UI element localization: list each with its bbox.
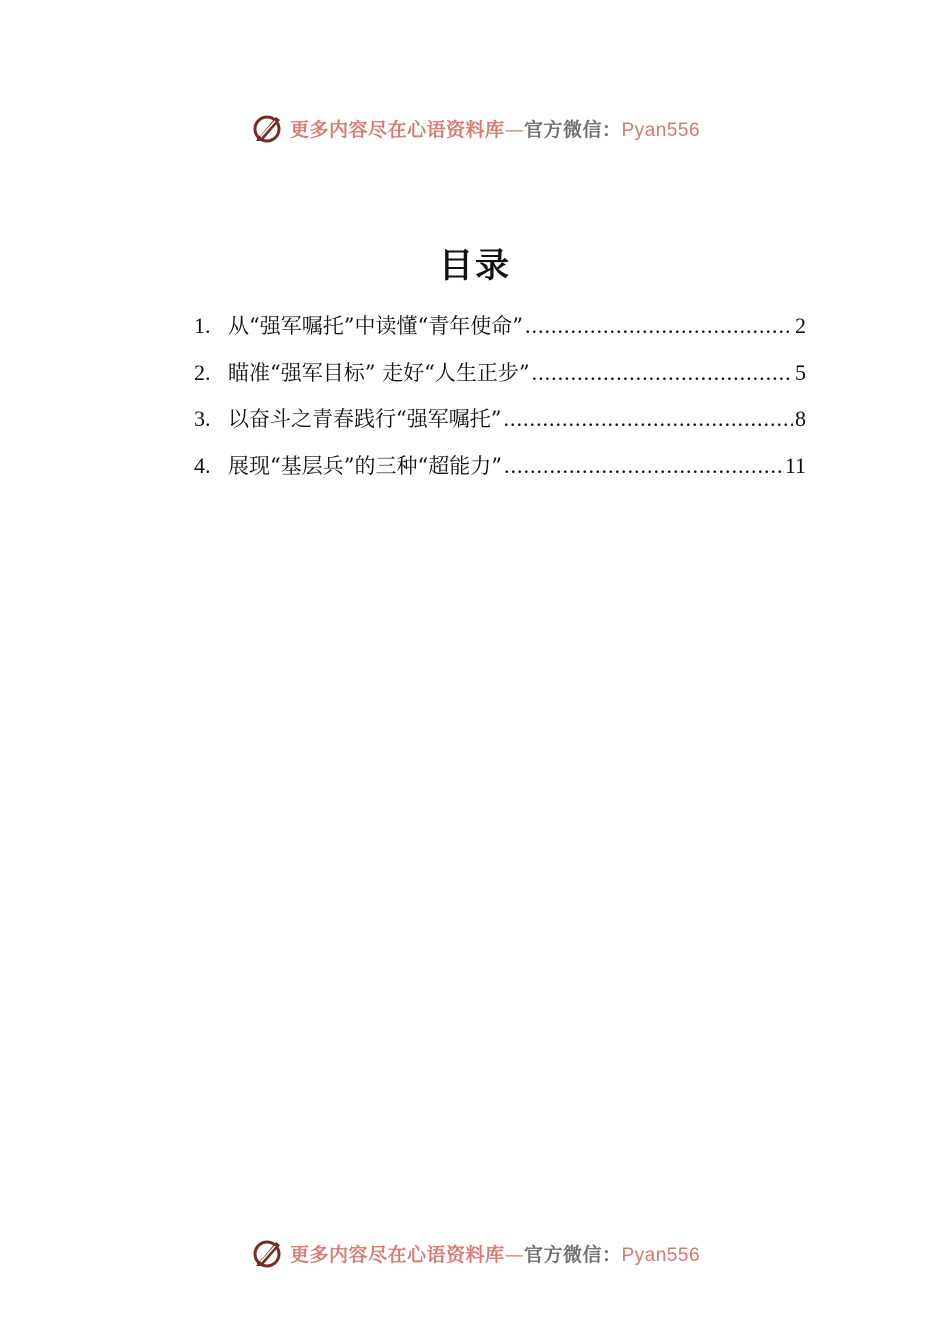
toc-leader-dots: [532, 355, 793, 391]
watermark-official-label: 官方微信：: [523, 1243, 622, 1266]
toc-item-3[interactable]: [194, 401, 806, 448]
toc-leader-dots: [503, 401, 793, 437]
toc-item-text: 以奋斗之青春践行“强军嘱托”: [228, 407, 502, 431]
watermark-separator: —: [504, 118, 524, 141]
toc-item-number: 3.: [194, 406, 211, 431]
watermark-text: [290, 115, 700, 142]
toc-item-text: 展现“基层兵”的三种“超能力”: [228, 453, 502, 478]
toc-item-number: 1.: [194, 313, 211, 338]
toc-item-text: 从“强军嘱托”中读懂“青年使命”: [228, 314, 523, 338]
watermark-wechat-id: Pyan556: [621, 119, 701, 141]
toc-item-page: 2: [795, 313, 806, 338]
toc-item-text: 瞄准“强军目标” 走好“人生正步”: [228, 360, 530, 385]
toc-item-number: 4.: [194, 452, 211, 478]
toc-item-4[interactable]: [194, 448, 806, 495]
watermark-text: [290, 1240, 700, 1267]
quill-logo-icon: [250, 1236, 284, 1270]
watermark-brand: 更多内容尽在心语资料库: [289, 1243, 505, 1266]
toc-item-page: 5: [795, 359, 806, 385]
toc-item-page: 11: [784, 452, 806, 478]
toc-title: 目录: [439, 246, 511, 286]
watermark-official-label: 官方微信：: [523, 118, 622, 141]
watermark-brand: 更多内容尽在心语资料库: [289, 118, 505, 141]
toc-item-page: 8: [795, 406, 806, 431]
toc-item-number: 2.: [194, 359, 211, 385]
toc-item-1[interactable]: [194, 308, 806, 355]
toc-item-2[interactable]: [194, 355, 806, 402]
toc-leader-dots: [504, 448, 783, 484]
header-watermark: [0, 108, 950, 148]
footer-watermark: [0, 1233, 950, 1273]
watermark-wechat-id: Pyan556: [621, 1244, 701, 1266]
watermark-separator: —: [504, 1243, 524, 1266]
quill-logo-icon: [250, 111, 284, 145]
toc-list: [194, 308, 806, 494]
toc-leader-dots: [525, 308, 793, 344]
